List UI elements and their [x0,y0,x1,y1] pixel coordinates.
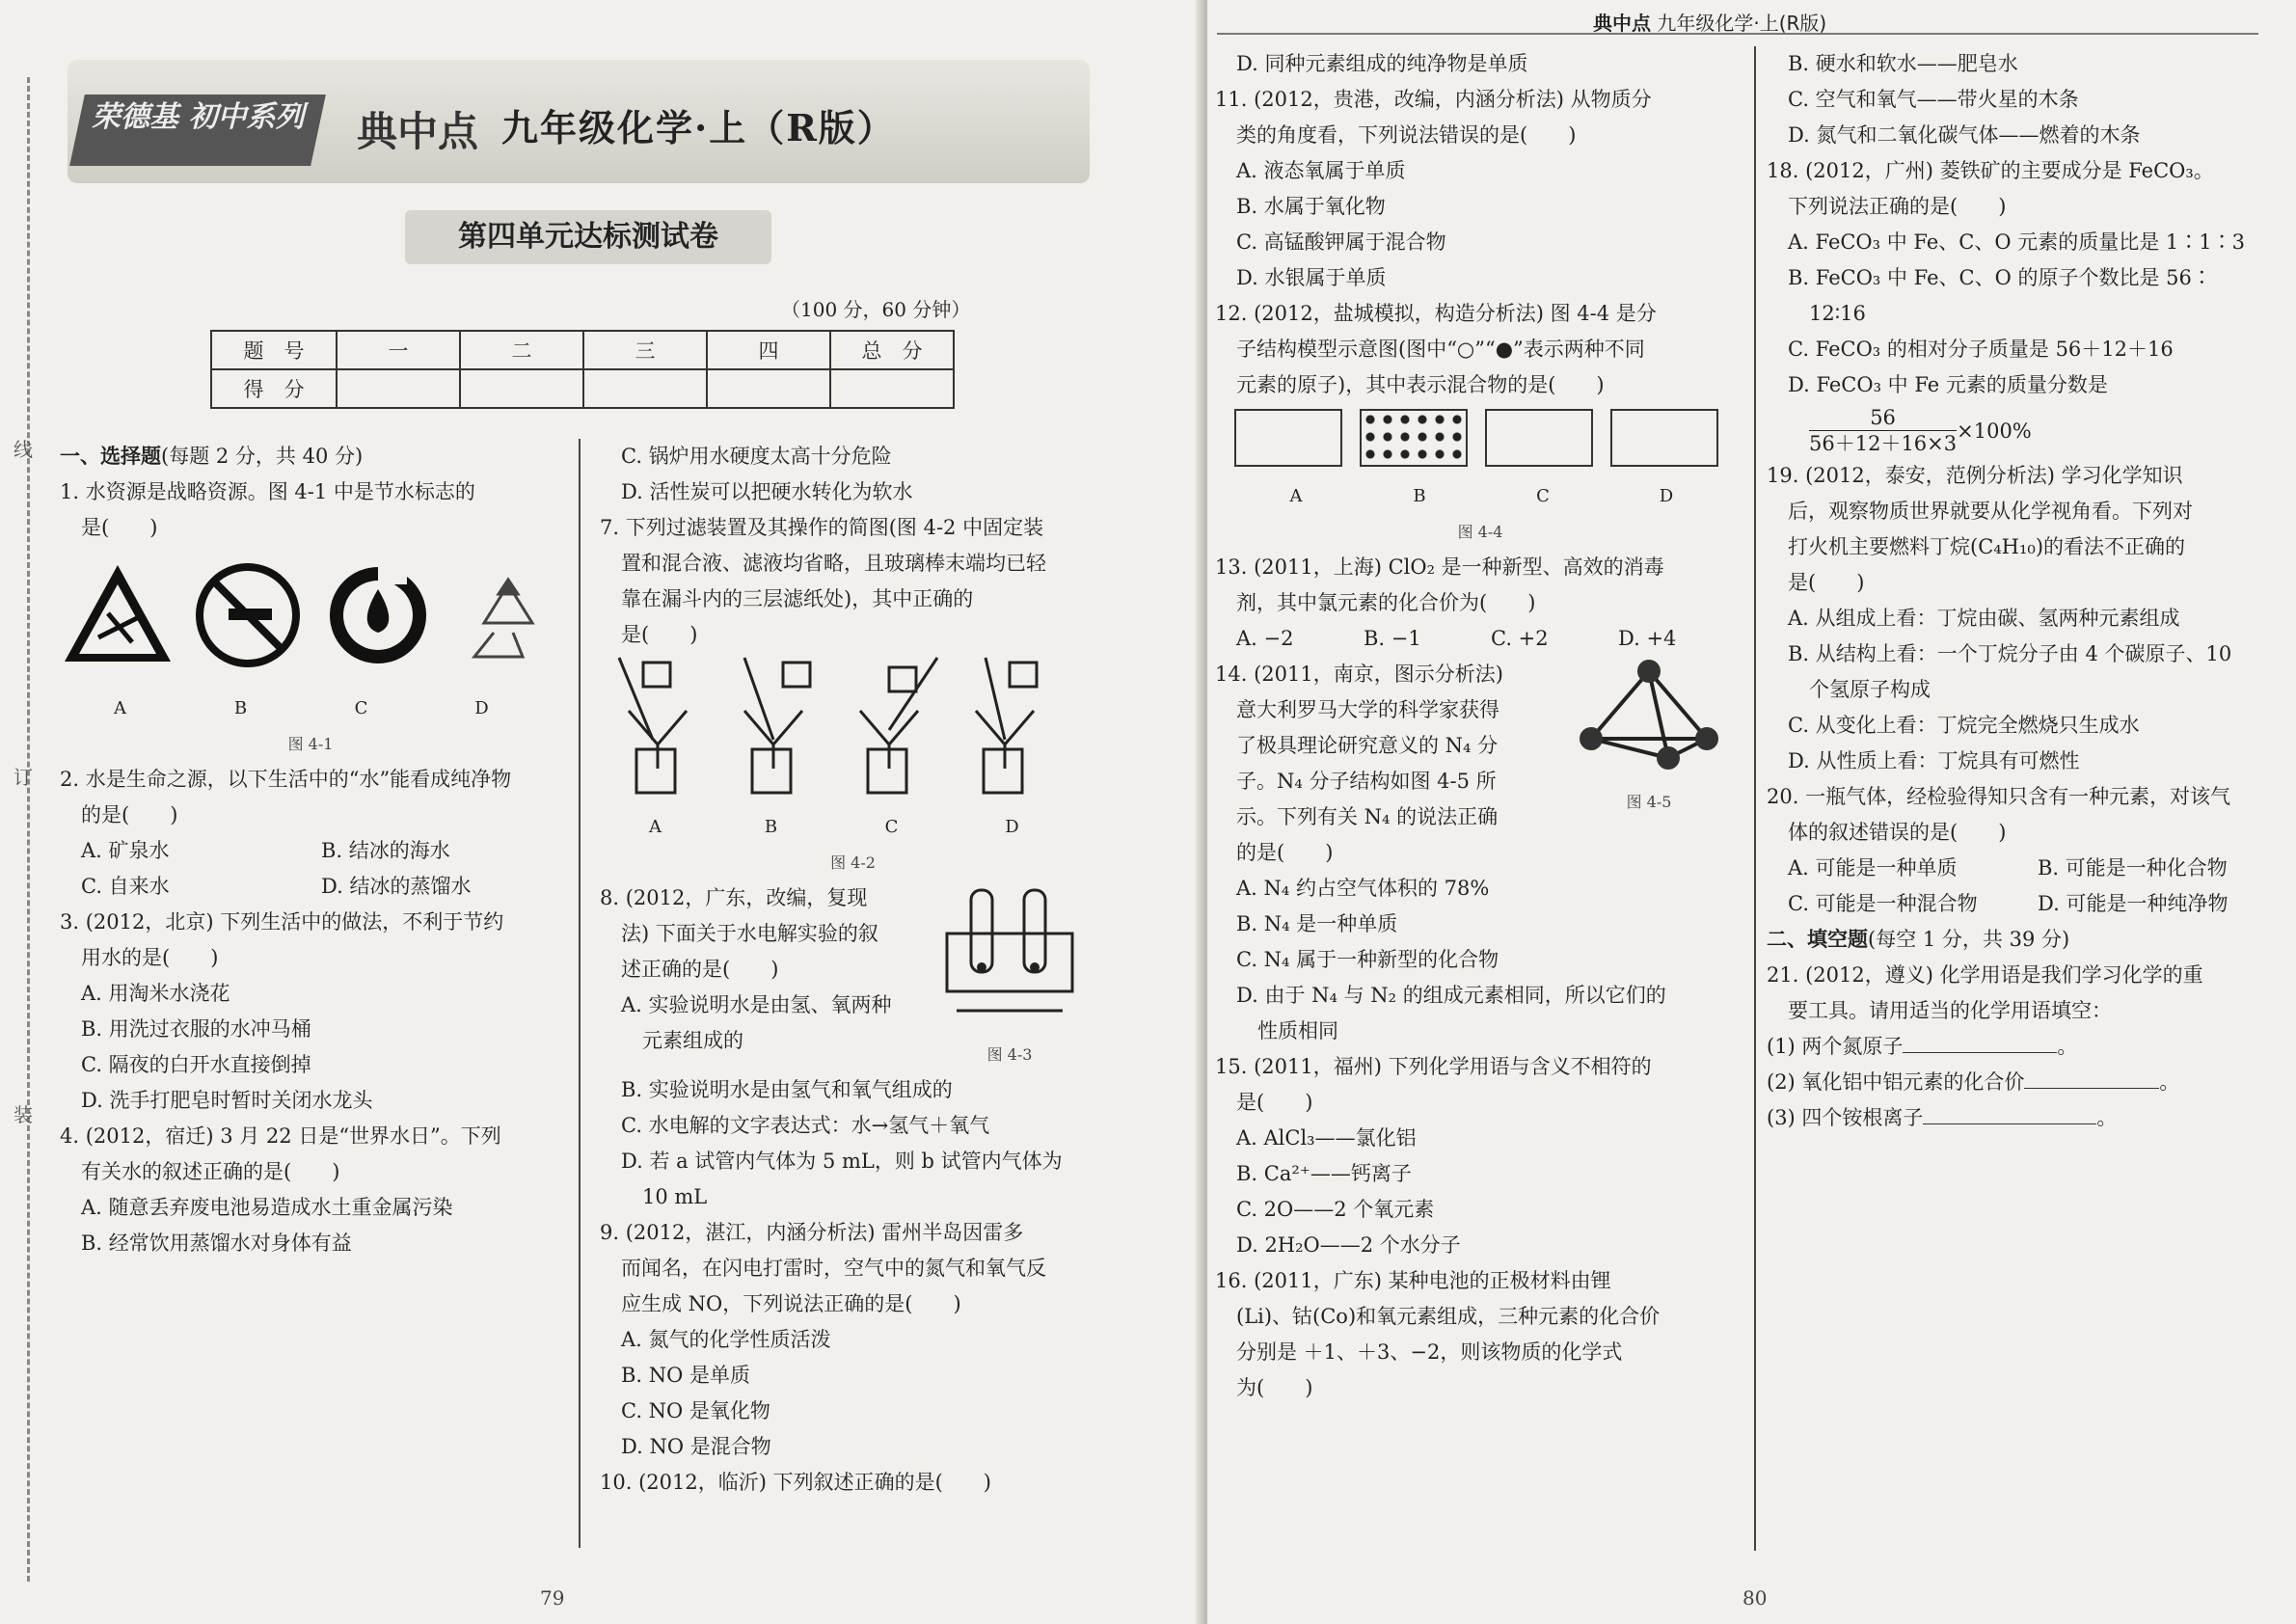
q12-line-2: 子结构模型示意图(图中“○”“●”表示两种不同 [1236,338,1645,361]
n4-molecule-figure [1577,657,1721,772]
binding-line [27,77,40,1582]
q8-opt-a: A. 实验说明水是由氢、氧两种 [621,993,892,1016]
right-page [1207,0,2296,1624]
q10-opt-d: D. 同种元素组成的纯净物是单质 [1236,52,1528,75]
column-divider [579,439,581,1548]
q1-label-d: D [474,698,489,718]
q7-label-b: B [764,817,778,837]
molecule-model-b [1360,409,1468,467]
q19-line-1: 19. (2012，泰安，范例分析法) 学习化学知识 [1767,464,2183,487]
q16-line-4: 为( ) [1236,1376,1313,1399]
q7-line-3: 靠在漏斗内的三层滤纸处)，其中正确的 [621,587,974,610]
score-head-label: 题 号 [211,331,337,369]
exam-meta: （100 分，60 分钟） [781,298,971,321]
q4-stem2: 有关水的叙述正确的是( ) [81,1160,340,1183]
q3-stem: 3. (2012，北京) 下列生活中的做法，不利于节约 [60,910,504,934]
q3-opt-c: C. 隔夜的白开水直接倒掉 [81,1053,311,1076]
q6-opt-c: C. 锅炉用水硬度太高十分危险 [621,445,892,468]
q16-line-2: (Li)、钴(Co)和氧元素组成，三种元素的化合价 [1236,1305,1661,1328]
q14-fig-caption: 图 4-5 [1626,793,1672,811]
q19-opt-b-cont: 个氢原子构成 [1809,678,1931,701]
q14-line-5: 示。下列有关 N₄ 的说法正确 [1236,805,1499,828]
binding-label-zhuang: 装 [14,1103,33,1126]
q1-label-b: B [233,698,248,718]
q11-opt-a: A. 液态氧属于单质 [1236,159,1406,182]
q12-label-a: A [1289,486,1303,506]
electrolysis-figure [918,880,1092,1025]
q21-blank-1[interactable] [1903,1052,2057,1053]
q14-opt-c: C. N₄ 属于一种新型的化合物 [1236,948,1499,971]
q7-label-a: A [649,817,662,837]
q13-line-2: 剂，其中氯元素的化合价为( ) [1236,591,1536,614]
q15-line-1: 15. (2011，福州) 下列化学用语与含义不相符的 [1215,1055,1652,1078]
q8-opt-d-cont: 10 mL [642,1185,708,1208]
q13-line-1: 13. (2011，上海) ClO₂ 是一种新型、高效的消毒 [1215,555,1664,579]
q18-line-2: 下列说法正确的是( ) [1788,195,2007,218]
q13-opt-a: A. −2 [1236,627,1294,650]
q1-figures [60,555,561,690]
left-page-number: 79 [540,1586,565,1610]
q1-label-c: C [354,698,368,718]
q15-opt-b: B. Ca²⁺——钙离子 [1236,1162,1412,1185]
q12-fig-caption: 图 4-4 [1457,523,1503,541]
score-head-2: 二 [460,331,583,369]
section-1-note: (每题 2 分，共 40 分) [161,445,364,468]
q12-label-d: D [1659,486,1674,506]
q18-fraction [1767,405,2287,456]
q19-opt-a: A. 从组成上看：丁烷由碳、氢两种元素组成 [1788,607,2180,630]
q20-opt-b: B. 可能是一种化合物 [2038,856,2228,880]
molecule-models [1215,409,1745,478]
q9-line-3: 应生成 NO，下列说法正确的是( ) [621,1292,961,1315]
q21-blank-2[interactable] [2024,1088,2159,1089]
q14-line-4: 子。N₄ 分子结构如图 4-5 所 [1236,770,1497,793]
q1-stem2: 是( ) [81,516,158,539]
right-column-2: B. 硬水和软水——肥皂水 C. 空气和氧气——带火星的木条 D. 氮气和二氧化碳气体——燃着的木条 18. (2012，广州) 菱铁矿的主要成分是 FeCO₃。 下列说法正确的是( ) A. FeCO₃ 中 Fe、C、O 元素的质量比是 1∶1∶3 B. FeCO₃ 中 Fe、C、O 的原子个数比是 56∶ 12∶16 C. FeCO₃ 的相对分子质量是 56＋12＋16 D. FeCO₃ 中 Fe 元素的质量分数是 $\frac{56}{56+12+16\times 3}$ ×100% 19. (2012，泰安，范例分析法) 学习化学知识 后，观察物质世界就要从化学视角看。下列对 打火机主要燃料丁烷(C₄H₁₀)的看法不正确的 是( ) A. 从组成上看：丁烷由碳、氢两种元素组成 B. 从结构上看：一个丁烷分子由 4 个碳原子、10 个氢原子构成 C. 从变化上看：丁烷完全燃烧只生成水 D. 从性质上看：丁烷具有可燃性 20. 一瓶气体，经检验得知只含有一种元素，对该气 体的叙述错误的是( ) A. 可能是一种单质 B. 可能是一种化合物 C. 可能是一种混合物 D. 可能是一种纯净物 二、填空题(每空 1 分，共 39 分) 21. (2012，遵义) 化学用语是我们学习化学的重 要工具。请用适当的化学用语填空： (1) 两个氮原子 。 (2) 氧化铝中铝元素的化合价 。 (3) 四个铵根离子 。 [1767,46,2287,1136]
q12-label-b: B [1413,486,1426,506]
q19-opt-b: B. 从结构上看：一个丁烷分子由 4 个碳原子、10 [1788,642,2232,665]
q8-opt-b: B. 实验说明水是由氢气和氧气组成的 [621,1078,953,1101]
q2-opt-c: C. 自来水 [81,875,170,898]
recycling-icon [474,580,532,657]
q20-opt-d: D. 可能是一种纯净物 [2038,892,2228,915]
score-head-total: 总 分 [830,331,954,369]
book-title: 九年级化学·上（R版） [501,106,896,149]
left-column [60,439,561,1261]
q3-opt-a: A. 用淘米水浇花 [81,982,230,1005]
q14-opt-a: A. N₄ 约占空气体积的 78% [1236,877,1490,900]
q2-stem: 2. 水是生命之源，以下生活中的“水”能看成纯净物 [60,768,512,791]
section-2-title: 二、填空题 [1767,928,1868,951]
q19-line-4: 是( ) [1788,571,1865,594]
q9-opt-a: A. 氮气的化学性质活泼 [621,1328,831,1351]
q17-opt-b: B. 硬水和软水——肥皂水 [1788,52,2018,75]
q7-label-c: C [884,817,899,837]
q11-opt-d: D. 水银属于单质 [1236,266,1387,289]
q21-part-1: (1) 两个氮原子 [1767,1035,1904,1058]
score-table [210,330,955,409]
q11-line-2: 类的角度看，下列说法错误的是( ) [1236,123,1577,147]
q15-opt-a: A. AlCl₃——氯化铝 [1236,1126,1417,1150]
q9-opt-c: C. NO 是氧化物 [621,1399,770,1422]
fraction-denominator: 56＋12＋16×3 [1809,432,1958,455]
q6-opt-d: D. 活性炭可以把硬水转化为软水 [621,480,913,503]
binding-label-ding: 订 [14,766,33,789]
q20-opt-a: A. 可能是一种单质 [1788,856,1958,880]
score-head-4: 四 [707,331,830,369]
q8-opt-a-cont: 元素组成的 [642,1029,743,1052]
q17-opt-d: D. 氮气和二氧化碳气体——燃着的木条 [1788,123,2141,147]
unit-title: 第四单元达标测试卷 [405,210,771,264]
q14-opt-d-cont: 性质相同 [1257,1019,1338,1042]
q13-opt-b: B. −1 [1364,627,1421,650]
q18-opt-b: B. FeCO₃ 中 Fe、C、O 的原子个数比是 56∶ [1788,266,2212,289]
q7-label-d: D [1005,817,1019,837]
q2-opt-d: D. 结冰的蒸馏水 [321,875,472,898]
q11-line-1: 11. (2012，贵港，改编，内涵分析法) 从物质分 [1215,88,1652,111]
q11-opt-b: B. 水属于氧化物 [1236,195,1386,218]
right-page-number: 80 [1742,1586,1768,1610]
q21-part-3: (3) 四个铵根离子 [1767,1106,1924,1129]
fraction-tail: ×100% [1957,419,2032,443]
q8-opt-c: C. 水电解的文字表达式：水→氢气＋氧气 [621,1114,990,1137]
q13-opt-c: C. +2 [1491,627,1549,650]
header-brand: 典中点 [1593,12,1651,35]
q16-line-3: 分别是 ＋1、＋3、−2，则该物质的化学式 [1236,1340,1623,1364]
q10-stem: 10. (2012，临沂) 下列叙述正确的是( ) [600,1471,991,1494]
q16-line-1: 16. (2011，广东) 某种电池的正极材料由锂 [1215,1269,1611,1292]
q21-line-1: 21. (2012，遵义) 化学用语是我们学习化学的重 [1767,963,2203,987]
q15-line-2: 是( ) [1236,1091,1313,1114]
q20-line-1: 20. 一瓶气体，经检验得知只含有一种元素，对该气 [1767,785,2231,808]
q21-part-2: (2) 氧化铝中铝元素的化合价 [1767,1070,2025,1094]
q8-line-3: 述正确的是( ) [621,958,779,981]
q4-opt-a: A. 随意丢弃废电池易造成水土重金属污染 [81,1196,453,1219]
score-head-3: 三 [583,331,707,369]
brand-logo: 典中点 [357,108,479,155]
header-series: 九年级化学·上(R版) [1657,12,1827,35]
q19-line-2: 后，观察物质世界就要从化学视角看。下列对 [1788,500,2193,523]
q2-opt-b: B. 结冰的海水 [321,839,450,862]
title-banner [68,60,1090,183]
molecule-model-a [1234,409,1342,467]
q19-line-3: 打火机主要燃料丁烷(C₄H₁₀)的看法不正确的 [1788,535,2186,558]
q1-stem: 1. 水资源是战略资源。图 4-1 中是节水标志的 [60,480,475,503]
q7-fig-caption: 图 4-2 [830,853,876,872]
q13-opt-d: D. +4 [1618,627,1677,650]
q7-line-4: 是( ) [621,623,698,646]
q7-line-2: 置和混合液、滤液均省略，且玻璃棒末端均已轻 [621,552,1046,575]
q1-fig-caption: 图 4-1 [287,735,334,753]
q18-opt-d: D. FeCO₃ 中 Fe 元素的质量分数是 [1788,373,2108,396]
q12-line-3: 元素的原子)，其中表示混合物的是( ) [1236,373,1605,396]
q4-opt-b: B. 经常饮用蒸馏水对身体有益 [81,1232,352,1255]
q4-stem: 4. (2012，宿迁) 3 月 22 日是“世界水日”。下列 [60,1124,501,1148]
q14-line-1: 14. (2011，南京，图示分析法) [1215,663,1503,686]
q14-line-2: 意大利罗马大学的科学家获得 [1236,698,1499,721]
q14-line-3: 了极具理论研究意义的 N₄ 分 [1236,734,1499,757]
q21-blank-3[interactable] [1923,1123,2096,1124]
q1-label-a: A [114,698,126,718]
q3-stem2: 用水的是( ) [81,946,219,969]
q18-line-1: 18. (2012，广州) 菱铁矿的主要成分是 FeCO₃。 [1767,159,2214,182]
water-sign-icons [60,555,561,681]
q2-stem2: 的是( ) [81,803,178,826]
q18-opt-a: A. FeCO₃ 中 Fe、C、O 元素的质量比是 1∶1∶3 [1788,230,2245,254]
q20-line-2: 体的叙述错误的是( ) [1788,821,2007,844]
q14-line-6: 的是( ) [1236,841,1334,864]
q8-opt-d: D. 若 a 试管内气体为 5 mL，则 b 试管内气体为 [621,1150,1063,1173]
molecule-model-c [1485,409,1593,467]
running-header [1593,8,1826,36]
molecule-model-d [1610,409,1718,467]
q12-line-1: 12. (2012，盐城模拟，构造分析法) 图 4-4 是分 [1215,302,1657,325]
q18-opt-c: C. FeCO₃ 的相对分子质量是 56＋12＋16 [1788,338,2174,361]
fraction-numerator: 56 [1809,405,1957,431]
score-row-label: 得 分 [211,369,337,408]
q14-opt-b: B. N₄ 是一种单质 [1236,912,1398,935]
q9-opt-b: B. NO 是单质 [621,1364,751,1387]
q17-opt-c: C. 空气和氧气——带火星的木条 [1788,88,2079,111]
score-head-1: 一 [337,331,460,369]
q14-opt-d: D. 由于 N₄ 与 N₂ 的组成元素相同，所以它们的 [1236,984,1666,1007]
section-1-title: 一、选择题 [60,445,161,468]
q9-line-2: 而闻名，在闪电打雷时，空气中的氮气和氧气反 [621,1257,1046,1280]
q3-opt-b: B. 用洗过衣服的水冲马桶 [81,1017,311,1041]
middle-column [600,439,1106,1501]
q18-opt-b-cont: 12∶16 [1809,302,1866,325]
q21-line-2: 要工具。请用适当的化学用语填空： [1788,999,2112,1022]
q20-opt-c: C. 可能是一种混合物 [1788,892,1978,915]
q19-opt-d: D. 从性质上看：丁烷具有可燃性 [1788,749,2080,772]
q15-opt-c: C. 2O——2 个氧元素 [1236,1198,1435,1221]
q8-line-1: 8. (2012，广东，改编，复现 [600,886,868,909]
q12-label-c: C [1536,486,1550,506]
q3-opt-d: D. 洗手打肥皂时暂时关闭水龙头 [81,1089,373,1112]
q7-line-1: 7. 下列过滤装置及其操作的简图(图 4-2 中固定装 [600,516,1044,539]
q2-opt-a: A. 矿泉水 [81,839,170,862]
filter-apparatus-figure [600,653,1101,798]
binding-label-xian: 线 [14,438,33,461]
section-2-note: (每空 1 分，共 39 分) [1868,928,2070,951]
q19-opt-c: C. 从变化上看：丁烷完全燃烧只生成水 [1788,714,2140,737]
q9-opt-d: D. NO 是混合物 [621,1435,771,1458]
q9-line-1: 9. (2012，湛江，内涵分析法) 雷州半岛因雷多 [600,1221,1024,1244]
column-divider-right [1754,46,1756,1551]
header-rule [1217,33,2258,35]
q8-line-2: 法) 下面关于水电解实验的叙 [621,922,878,945]
q8-fig-caption: 图 4-3 [986,1045,1033,1064]
q15-opt-d: D. 2H₂O——2 个水分子 [1236,1233,1461,1257]
series-logo-text: 荣德基 初中系列 [92,100,305,134]
q11-opt-c: C. 高锰酸钾属于混合物 [1236,230,1446,254]
right-column-1 [1215,46,1745,1406]
